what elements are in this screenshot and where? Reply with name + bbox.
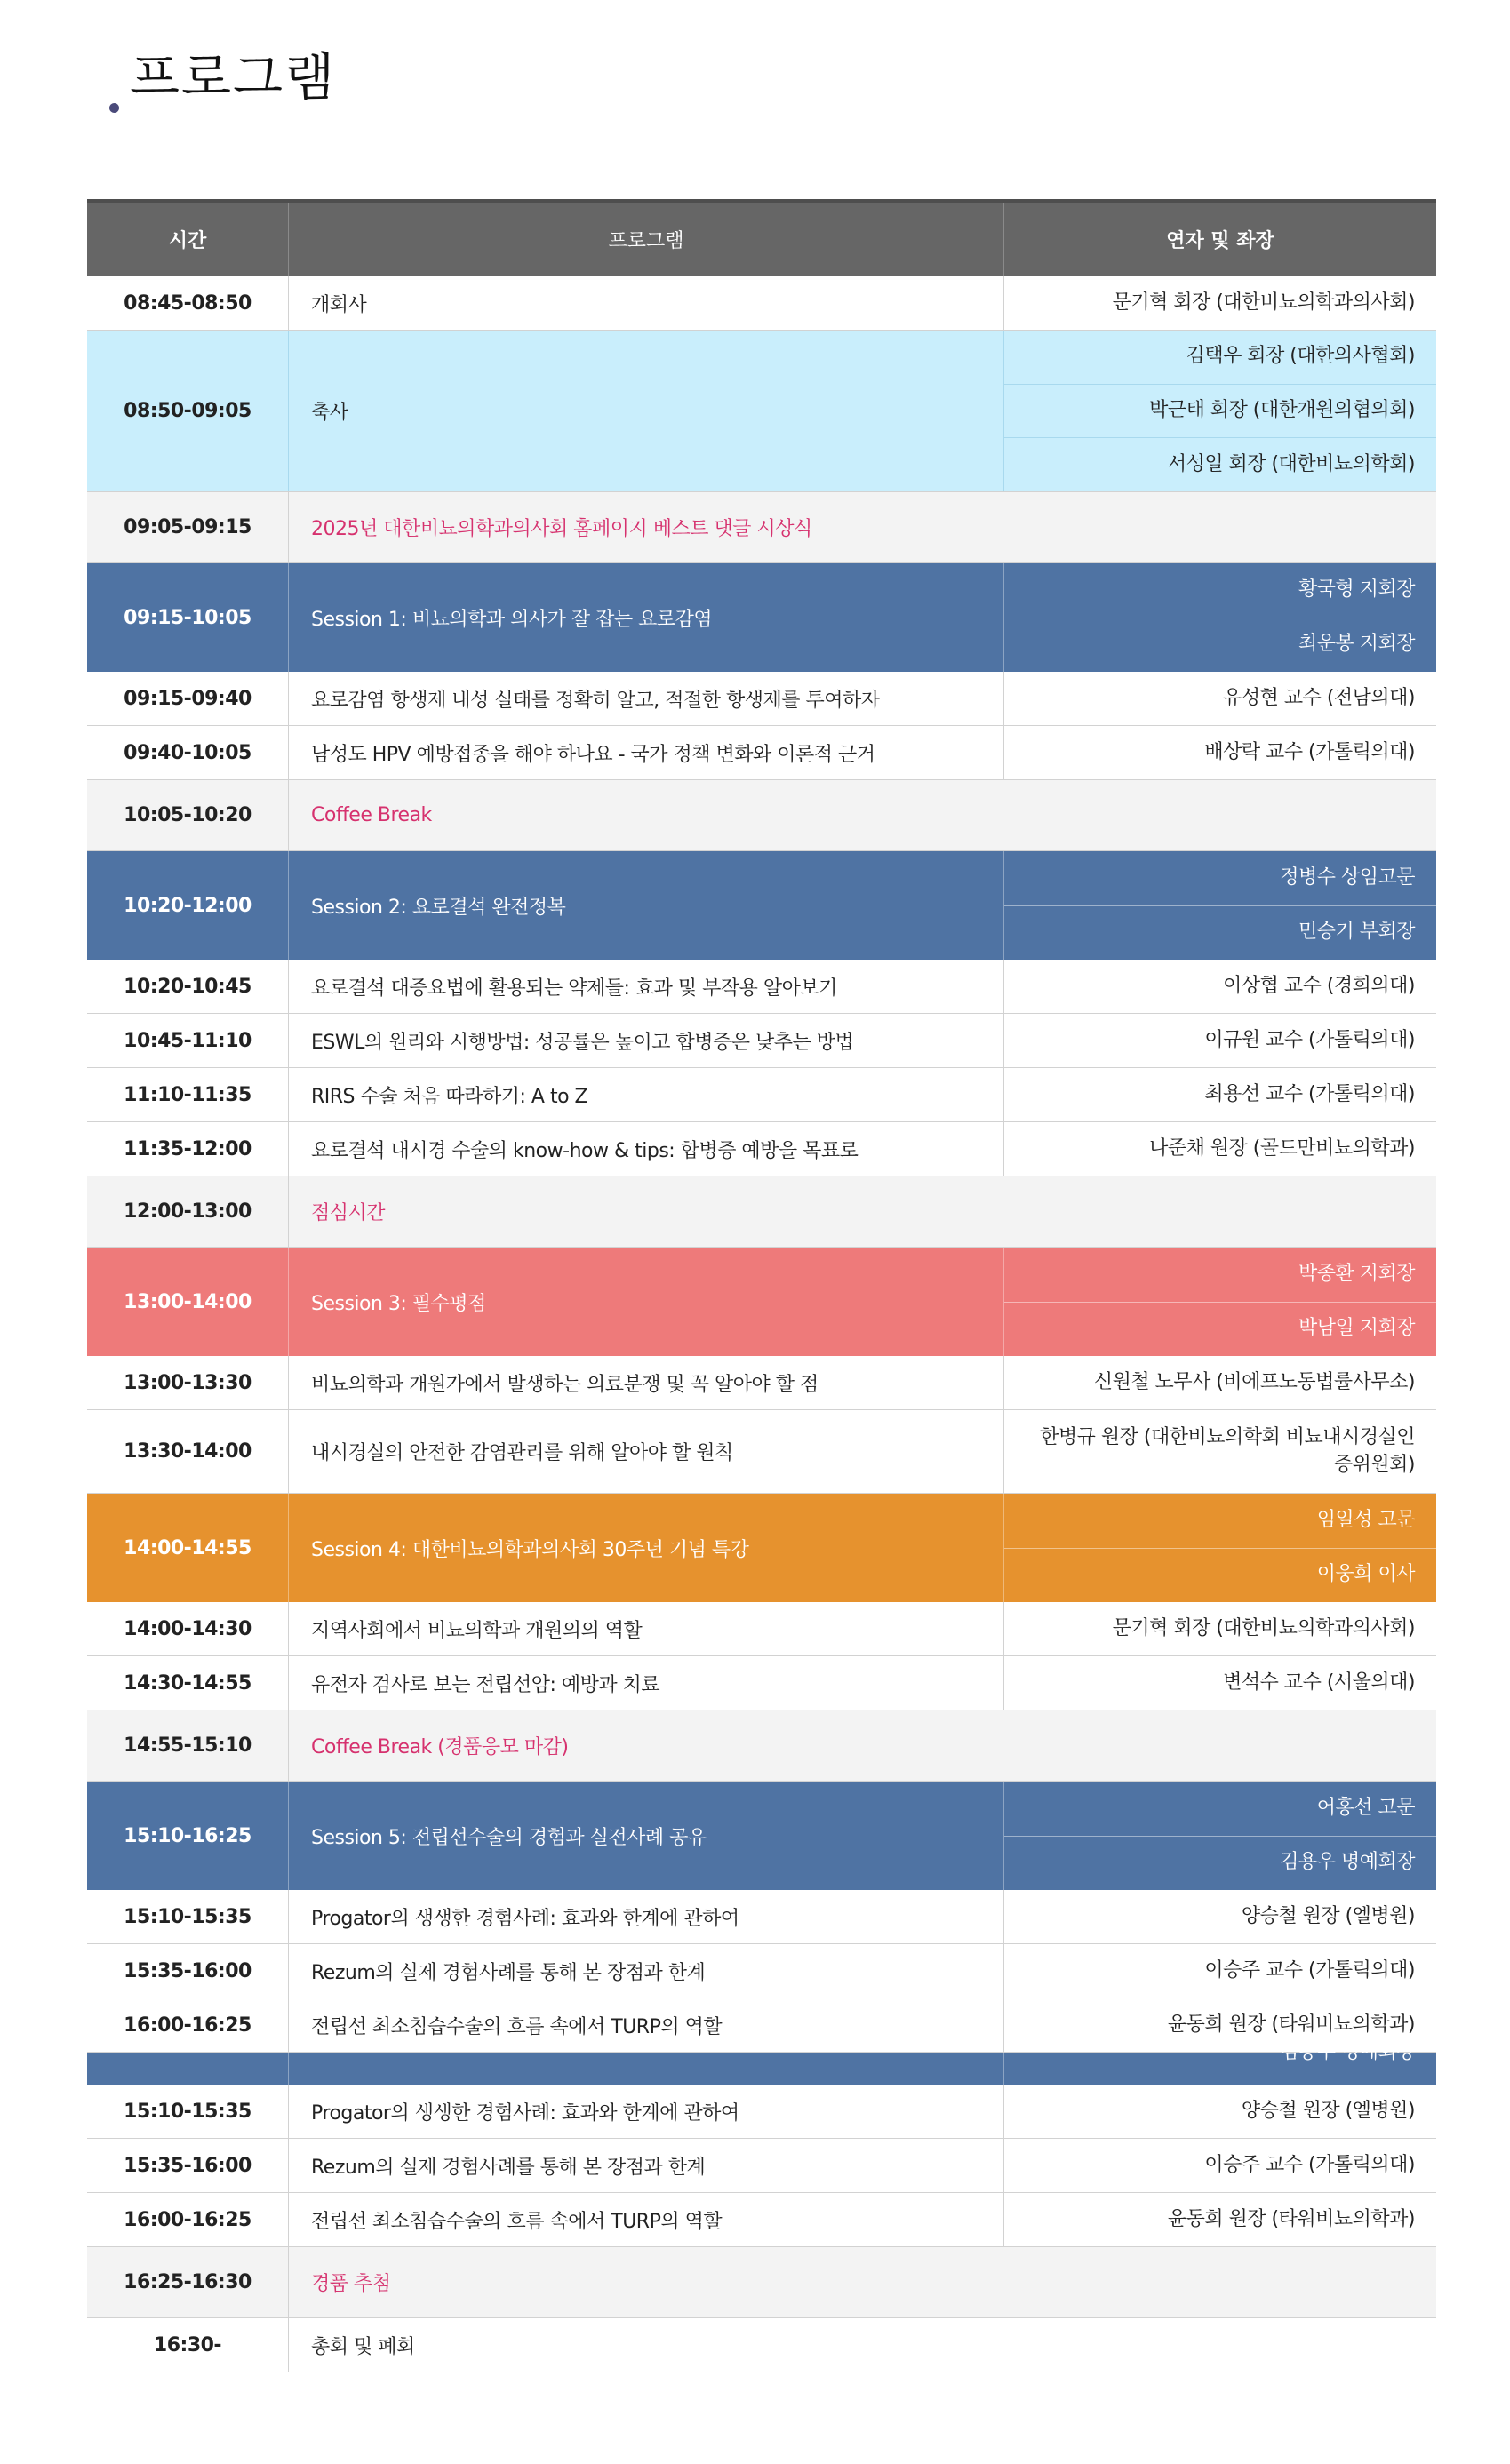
speaker-cell — [1004, 1782, 1436, 1890]
program-cell: Session 4: 대한비뇨의학과의사회 30주년 기념 특강 — [289, 1494, 1004, 1602]
table-row — [87, 672, 1436, 726]
time-cell: 14:00-14:55 — [87, 1494, 289, 1602]
time-cell — [87, 2053, 289, 2085]
time-cell: 16:25-16:30 — [87, 2247, 289, 2317]
time-cell: 10:45-11:10 — [87, 1014, 289, 1067]
time-cell: 10:20-10:45 — [87, 960, 289, 1013]
title-bullet-icon — [109, 103, 119, 113]
speaker-cell — [1004, 2040, 1436, 2085]
speaker-cell — [1004, 1656, 1436, 1710]
program-cell: 경품 추첨 — [311, 2273, 391, 2295]
speaker-name: 이승주 교수 (가톨릭의대) — [1204, 1958, 1415, 1982]
break-row — [87, 2247, 1436, 2318]
program-cell: Coffee Break — [311, 804, 432, 826]
program-cell: 내시경실의 안전한 감염관리를 위해 알아야 할 원칙 — [289, 1410, 1004, 1493]
table-row — [87, 2040, 1436, 2085]
speaker-name: 신원철 노무사 (비에프노동법률사무소) — [1093, 1370, 1415, 1393]
table-row — [87, 1014, 1436, 1068]
time-cell: 14:00-14:30 — [87, 1602, 289, 1655]
program-cell: Progator의 생생한 경험사례: 효과와 한계에 관하여 — [289, 2085, 1004, 2138]
table-row — [87, 726, 1436, 780]
speaker-name: 김택우 회장 (대한의사협회) — [1186, 345, 1415, 368]
speaker-name: 최운봉 지회장 — [1004, 618, 1436, 673]
program-cell: Progator의 생생한 경험사례: 효과와 한계에 관하여 — [289, 1890, 1004, 1943]
speaker-name: 황국형 지회장 — [1298, 578, 1415, 601]
speaker-name: 박남일 지회장 — [1004, 1302, 1436, 1357]
session-row — [87, 1782, 1436, 1890]
program-cell: 요로결석 대증요법에 활용되는 약제들: 효과 및 부작용 알아보기 — [289, 960, 1004, 1013]
time-cell: 13:00-13:30 — [87, 1356, 289, 1409]
speaker-cell — [1004, 2193, 1436, 2246]
program-cell: Rezum의 실제 경험사례를 통해 본 장점과 한계 — [289, 1944, 1004, 1998]
program-cell: 요로감염 항생제 내성 실태를 정확히 알고, 적절한 항생제를 투여하자 — [289, 672, 1004, 725]
table-row — [87, 1602, 1436, 1656]
break-row — [87, 780, 1436, 851]
speaker-name: 어홍선 고문 — [1316, 1796, 1415, 1819]
speaker-name: 김용우 명예회장 — [1004, 1836, 1436, 1891]
table-row — [87, 1998, 1436, 2053]
speaker-cell — [1004, 726, 1436, 779]
program-cell: 남성도 HPV 예방접종을 해야 하나요 - 국가 정책 변화와 이론적 근거 — [289, 726, 1004, 779]
time-cell: 11:10-11:35 — [87, 1068, 289, 1121]
speaker-cell — [1004, 851, 1436, 960]
program-cell — [289, 2053, 1004, 2085]
page-title: 프로그램 — [130, 47, 337, 108]
table-header — [87, 199, 1436, 276]
header-time: 시간 — [87, 203, 289, 276]
time-cell: 14:55-15:10 — [87, 1710, 289, 1781]
table-row — [87, 1122, 1436, 1176]
speaker-cell — [1004, 1602, 1436, 1655]
speaker-name: 양승철 원장 (엘병원) — [1241, 1904, 1415, 1927]
session-row — [87, 851, 1436, 960]
speaker-cell — [1004, 1494, 1436, 1602]
speaker-cell — [1004, 331, 1436, 491]
program-cell: 축사 — [289, 331, 1004, 491]
speaker-name: 나준채 원장 (골드만비뇨의학과) — [1149, 1136, 1415, 1160]
time-cell: 14:30-14:55 — [87, 1656, 289, 1710]
table-row — [87, 2139, 1436, 2193]
speaker-name: 이승주 교수 (가톨릭의대) — [1204, 2153, 1415, 2176]
table-row — [87, 2193, 1436, 2247]
time-cell: 09:15-09:40 — [87, 672, 289, 725]
program-cell: 유전자 검사로 보는 전립선암: 예방과 치료 — [289, 1656, 1004, 1710]
speaker-name: 변석수 교수 (서울의대) — [1223, 1671, 1415, 1694]
time-cell: 09:40-10:05 — [87, 726, 289, 779]
header-program: 프로그램 — [289, 203, 1004, 276]
time-cell: 15:10-15:35 — [87, 2085, 289, 2138]
page-header — [87, 0, 1436, 116]
time-cell: 10:05-10:20 — [87, 780, 289, 850]
time-cell: 16:00-16:25 — [87, 2193, 289, 2246]
time-cell: 15:10-16:25 — [87, 1782, 289, 1890]
speaker-cell — [1004, 960, 1436, 1013]
program-schedule-table — [87, 199, 1436, 2372]
speaker-cell — [1004, 563, 1436, 672]
time-cell: 09:15-10:05 — [87, 563, 289, 672]
program-cell: 요로결석 내시경 수술의 know-how & tips: 합병증 예방을 목표로 — [289, 1122, 1004, 1176]
speaker-name: 임일성 고문 — [1316, 1508, 1415, 1531]
table-body — [87, 276, 1436, 2372]
table-row — [87, 1656, 1436, 1710]
break-row — [87, 1176, 1436, 1248]
time-cell: 13:30-14:00 — [87, 1410, 289, 1493]
table-row — [87, 1356, 1436, 1410]
break-row — [87, 1710, 1436, 1782]
program-cell: 점심시간 — [311, 1202, 386, 1224]
speaker-cell — [1004, 276, 1436, 330]
speaker-cell — [1004, 1356, 1436, 1409]
table-row — [87, 1944, 1436, 1998]
speaker-cell — [1004, 1068, 1436, 1121]
program-cell: Session 3: 필수평점 — [289, 1248, 1004, 1356]
program-cell: 2025년 대한비뇨의학과의사회 홈페이지 베스트 댓글 시상식 — [311, 518, 812, 540]
speaker-name: 정병수 상임고문 — [1280, 865, 1415, 889]
time-cell: 10:20-12:00 — [87, 851, 289, 960]
program-cell: Session 5: 전립선수술의 경험과 실전사례 공유 — [289, 1782, 1004, 1890]
table-row — [87, 1068, 1436, 1122]
program-cell: 전립선 최소침습수술의 흐름 속에서 TURP의 역할 — [289, 1998, 1004, 2052]
time-cell: 09:05-09:15 — [87, 492, 289, 562]
table-row — [87, 2085, 1436, 2139]
speaker-name: 문기혁 회장 (대한비뇨의학과의사회) — [1112, 1616, 1415, 1639]
speaker-name: 문기혁 회장 (대한비뇨의학과의사회) — [1112, 291, 1415, 314]
program-cell: 개회사 — [289, 276, 1004, 330]
table-row — [87, 331, 1436, 492]
speaker-name: 윤동희 원장 (타워비뇨의학과) — [1167, 2013, 1415, 2036]
table-row — [87, 1890, 1436, 1944]
speaker-name: 윤동희 원장 (타워비뇨의학과) — [1167, 2207, 1415, 2230]
time-cell: 12:00-13:00 — [87, 1176, 289, 1247]
speaker-name: 서성일 회장 (대한비뇨의학회) — [1004, 437, 1436, 491]
speaker-name: 이규원 교수 (가톨릭의대) — [1204, 1028, 1415, 1051]
speaker-name: 박근태 회장 (대한개원의협의회) — [1004, 384, 1436, 438]
speaker-cell — [1004, 672, 1436, 725]
speaker-name: 이웅희 이사 — [1004, 1548, 1436, 1603]
program-cell: 비뇨의학과 개원가에서 발생하는 의료분쟁 및 꼭 알아야 할 점 — [289, 1356, 1004, 1409]
program-cell: Coffee Break (경품응모 마감) — [311, 1736, 569, 1758]
time-cell: 16:30- — [87, 2318, 289, 2372]
program-cell: 전립선 최소침습수술의 흐름 속에서 TURP의 역할 — [289, 2193, 1004, 2246]
time-cell: 08:50-09:05 — [87, 331, 289, 491]
program-cell: 지역사회에서 비뇨의학과 개원의의 역할 — [289, 1602, 1004, 1655]
time-cell: 16:00-16:25 — [87, 1998, 289, 2052]
program-cell: RIRS 수술 처음 따라하기: A to Z — [289, 1068, 1004, 1121]
table-row — [87, 276, 1436, 331]
time-cell: 13:00-14:00 — [87, 1248, 289, 1356]
time-cell: 15:35-16:00 — [87, 1944, 289, 1998]
program-cell: 총회 및 폐회 — [311, 2335, 415, 2358]
speaker-cell — [1004, 1122, 1436, 1176]
speaker-name: 유성현 교수 (전남의대) — [1223, 686, 1415, 709]
session-row — [87, 1248, 1436, 1356]
program-cell: ESWL의 원리와 시행방법: 성공률은 높이고 합병증은 낮추는 방법 — [289, 1014, 1004, 1067]
speaker-name: 배상락 교수 (가톨릭의대) — [1204, 740, 1415, 763]
speaker-cell — [1004, 1944, 1436, 1998]
speaker-cell — [1004, 2139, 1436, 2192]
table-row — [87, 960, 1436, 1014]
session-row — [87, 563, 1436, 672]
speaker-name: 박종환 지회장 — [1298, 1262, 1415, 1285]
header-speaker: 연자 및 좌장 — [1166, 230, 1274, 252]
speaker-cell — [1004, 2085, 1436, 2138]
program-cell: Session 1: 비뇨의학과 의사가 잘 잡는 요로감염 — [289, 563, 1004, 672]
speaker-name: 이상협 교수 (경희의대) — [1223, 974, 1415, 997]
break-row — [87, 492, 1436, 563]
speaker-cell — [1004, 1410, 1436, 1493]
time-cell: 08:45-08:50 — [87, 276, 289, 330]
speaker-cell — [1004, 1014, 1436, 1067]
session-row — [87, 1494, 1436, 1602]
table-row — [87, 1410, 1436, 1494]
speaker-name: 한병규 원장 (대한비뇨의학회 비뇨내시경실인증위원회) — [1040, 1425, 1415, 1476]
time-cell: 15:10-15:35 — [87, 1890, 289, 1943]
speaker-name: 민승기 부회장 — [1004, 905, 1436, 961]
time-cell: 11:35-12:00 — [87, 1122, 289, 1176]
program-cell: Rezum의 실제 경험사례를 통해 본 장점과 한계 — [289, 2139, 1004, 2192]
time-cell: 15:35-16:00 — [87, 2139, 289, 2192]
table-row — [87, 2318, 1436, 2372]
program-cell: Session 2: 요로결석 완전정복 — [289, 851, 1004, 960]
speaker-cell — [1004, 1248, 1436, 1356]
speaker-name: 김용우 명예회장 — [1280, 2040, 1415, 2063]
speaker-name: 최용선 교수 (가톨릭의대) — [1204, 1082, 1415, 1105]
speaker-cell — [1004, 1890, 1436, 1943]
speaker-name: 양승철 원장 (엘병원) — [1241, 2099, 1415, 2122]
